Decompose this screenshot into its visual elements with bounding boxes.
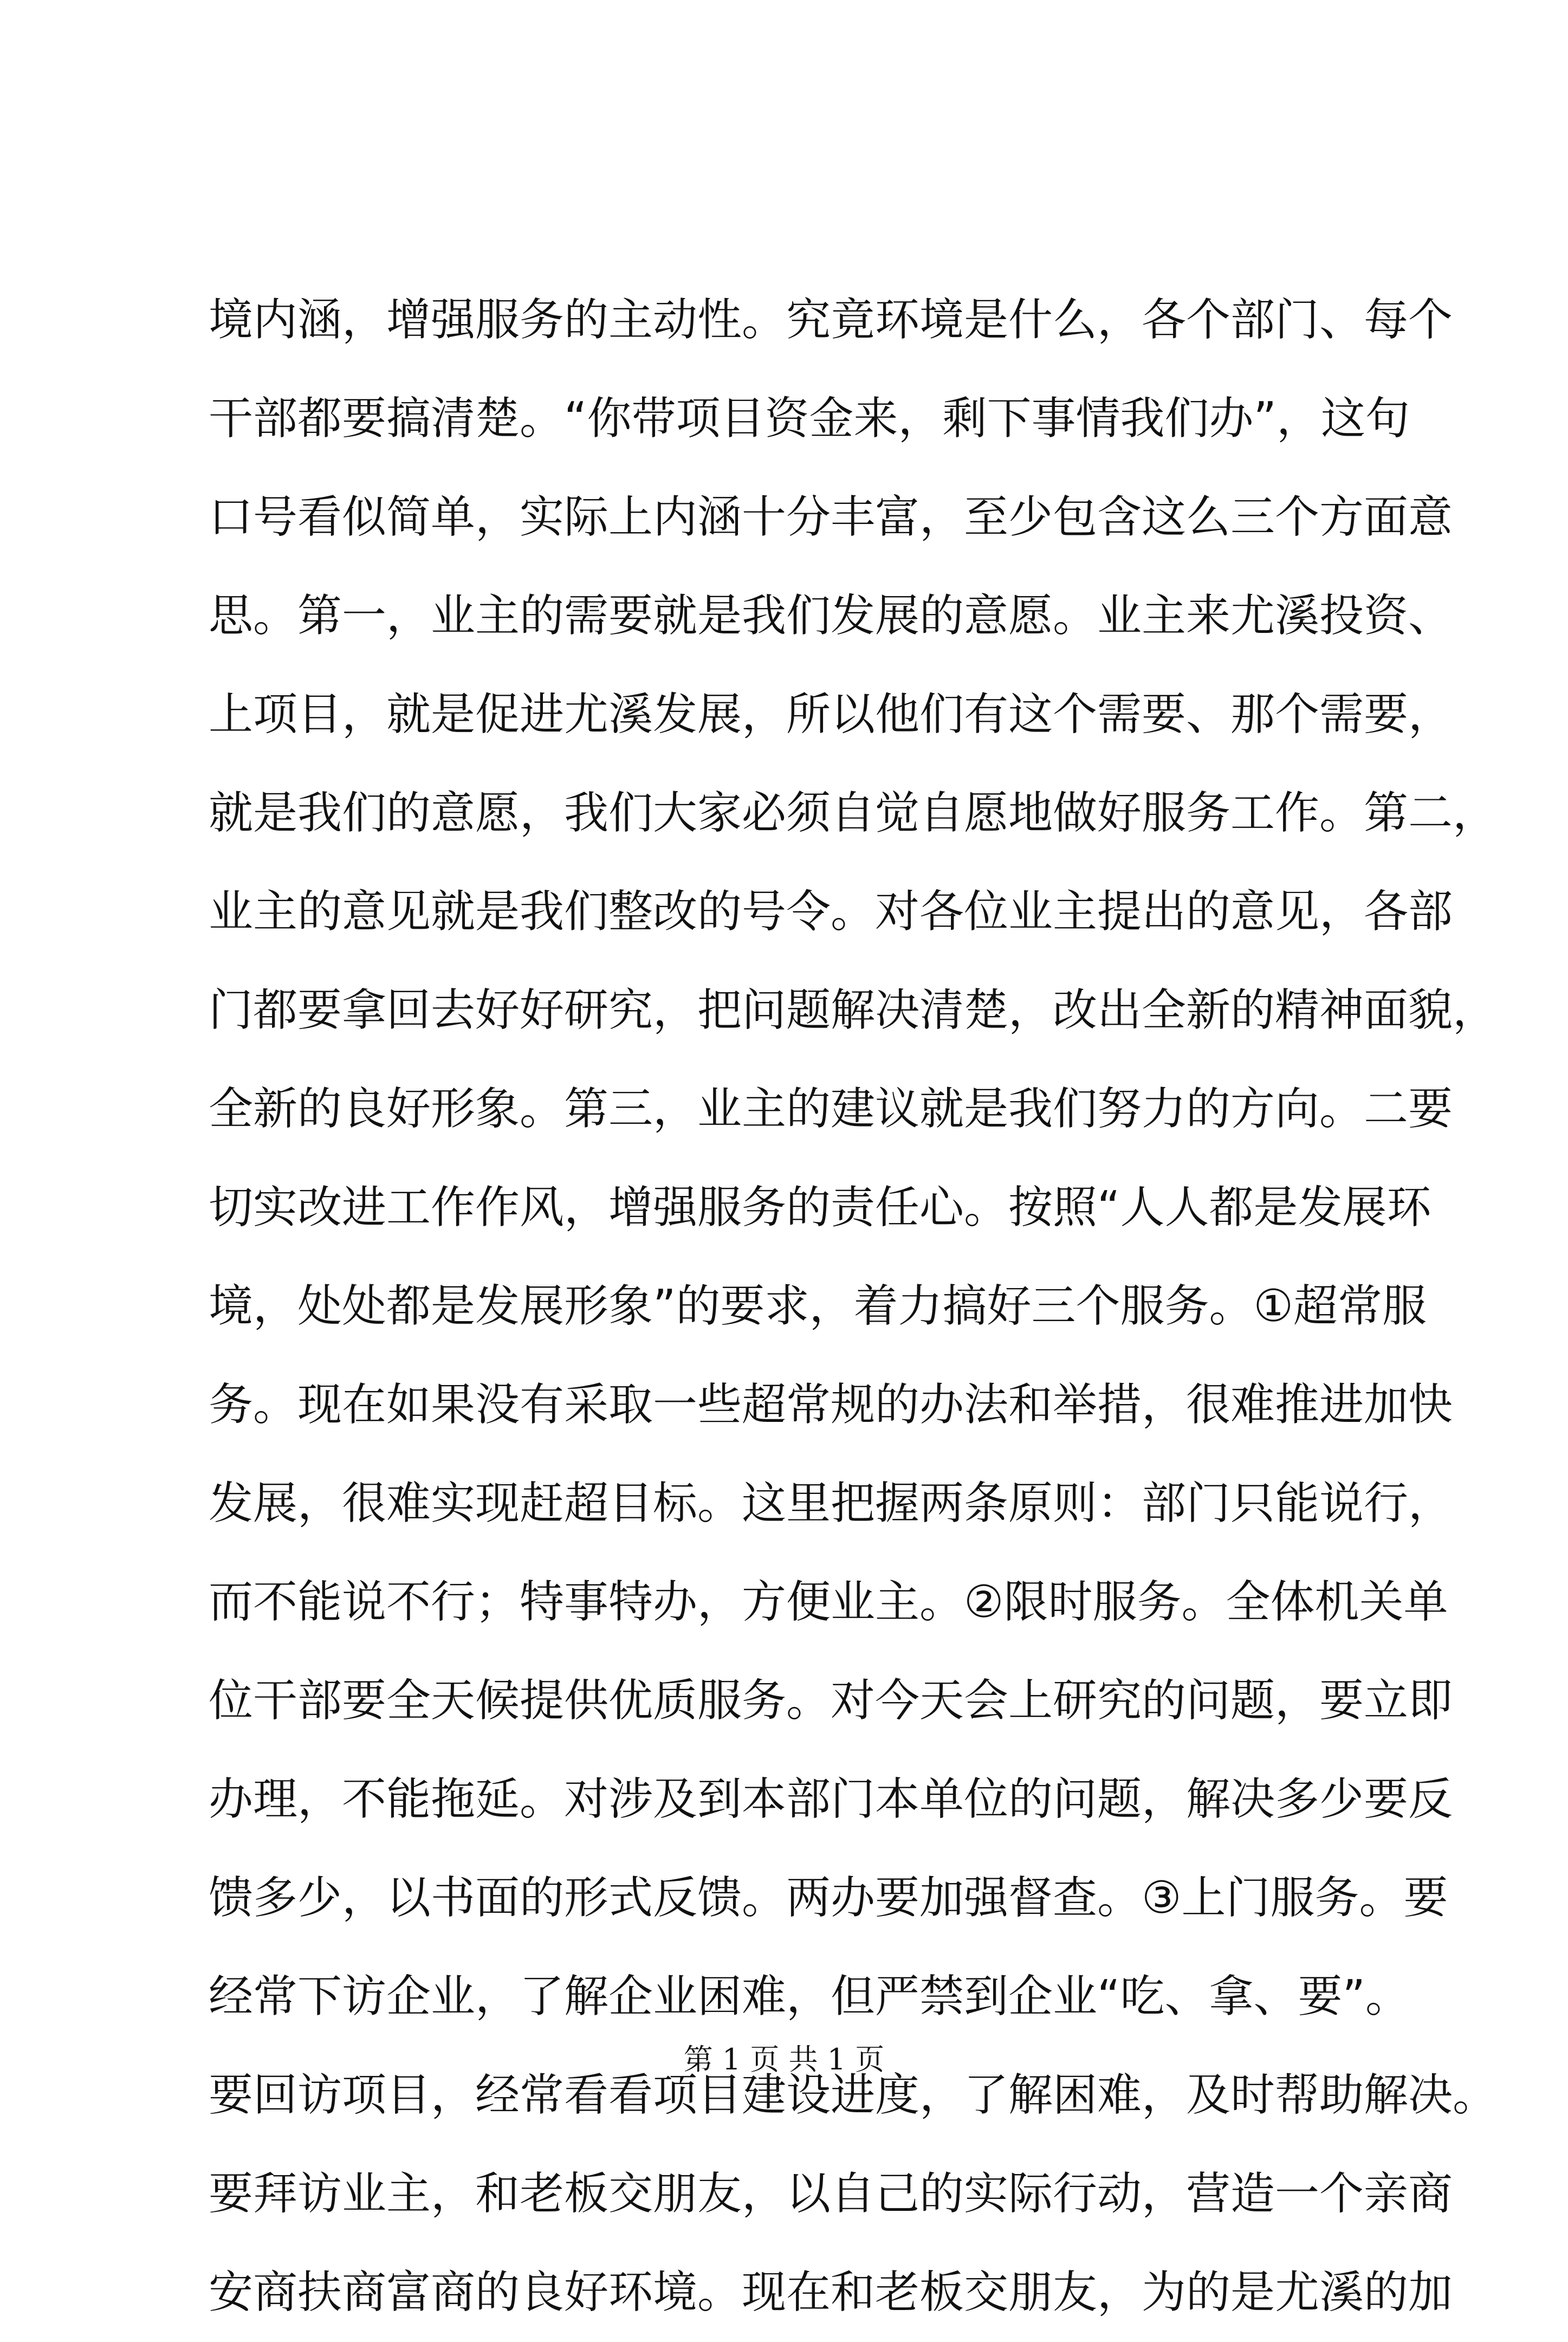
text-line: 思。第一，业主的需要就是我们发展的意愿。业主来尤溪投资、 [209, 590, 1453, 642]
text-line: 办理，不能拖延。对涉及到本部门本单位的问题，解决多少要反 [209, 1774, 1453, 1825]
text-line: 门都要拿回去好好研究，把问题解决清楚，改出全新的精神面貌， [209, 985, 1498, 1036]
text-line: 发展，很难实现赶超目标。这里把握两条原则：部门只能说行， [209, 1478, 1453, 1529]
page-footer: 第 1 页 共 1 页 [683, 2042, 885, 2076]
text-line: 要回访项目，经常看看项目建设进度，了解困难，及时帮助解决。 [209, 2069, 1498, 2121]
text-line: 安商扶商富商的良好环境。现在和老板交朋友，为的是尤溪的加 [209, 2267, 1453, 2318]
body-text [209, 271, 1498, 2342]
text-line: 要拜访业主，和老板交朋友，以自己的实际行动，营造一个亲商 [209, 2168, 1453, 2220]
text-line: 位干部要全天候提供优质服务。对今天会上研究的问题，要立即 [209, 1675, 1453, 1726]
text-line: 经常下访企业，了解企业困难，但严禁到企业“吃、拿、要”。 [209, 1971, 1410, 2022]
text-line: 切实改进工作作风，增强服务的责任心。按照“人人都是发展环 [209, 1182, 1431, 1233]
text-line: 口号看似简单，实际上内涵十分丰富，至少包含这么三个方面意 [209, 491, 1453, 543]
text-line: 干部都要搞清楚。“你带项目资金来，剩下事情我们办”，这句 [209, 393, 1410, 444]
text-line: 就是我们的意愿，我们大家必须自觉自愿地做好服务工作。第二， [209, 787, 1498, 839]
text-line: 全新的良好形象。第三，业主的建议就是我们努力的方向。二要 [209, 1083, 1453, 1135]
text-line: 馈多少，以书面的形式反馈。两办要加强督查。③上门服务。要 [209, 1872, 1448, 1924]
text-line: 而不能说不行；特事特办，方便业主。②限时服务。全体机关单 [209, 1576, 1448, 1628]
text-line: 务。现在如果没有采取一些超常规的办法和举措，很难推进加快 [209, 1379, 1453, 1431]
text-line: 境内涵，增强服务的主动性。究竟环境是什么，各个部门、每个 [209, 294, 1453, 346]
text-line: 业主的意见就是我们整改的号令。对各位业主提出的意见，各部 [209, 886, 1453, 937]
text-line: 上项目，就是促进尤溪发展，所以他们有这个需要、那个需要， [209, 689, 1453, 740]
text-line: 境，处处都是发展形象”的要求，着力搞好三个服务。①超常服 [209, 1280, 1427, 1332]
